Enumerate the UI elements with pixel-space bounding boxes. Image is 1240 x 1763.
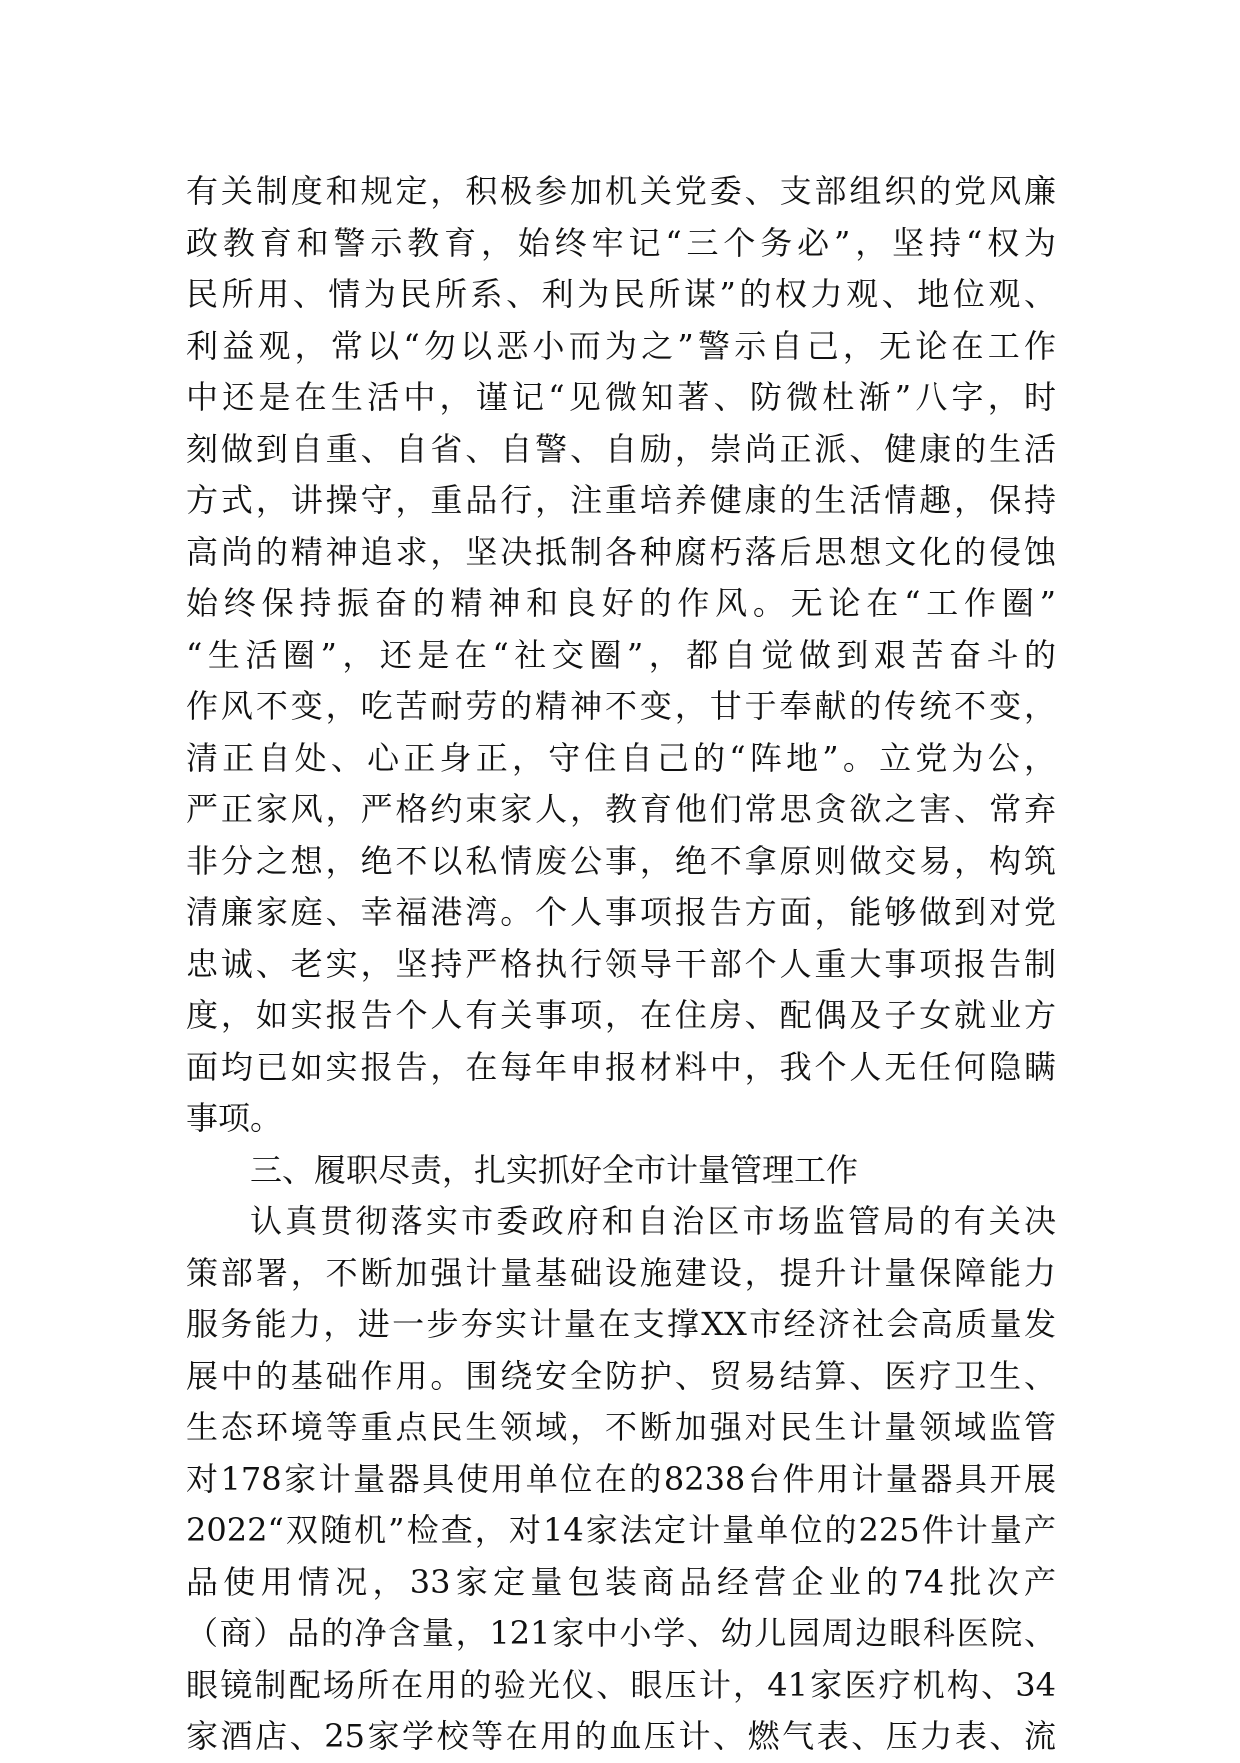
section-heading: 三、履职尽责，扎实抓好全市计量管理工作 (250, 1150, 859, 1189)
text-line: 清正自处、心正身正，守住自己的“阵地”。立党为公， (186, 738, 1056, 777)
text-line: “生活圈”，还是在“社交圈”，都自觉做到艰苦奋斗的 (186, 635, 1056, 674)
text-line: 展中的基础作用。围绕安全防护、贸易结算、医疗卫生、 (186, 1356, 1056, 1395)
text-line: 忠诚、老实，坚持严格执行领导干部个人重大事项报告制 (186, 944, 1056, 983)
text-line: 有关制度和规定，积极参加机关党委、支部组织的党风廉 (186, 172, 1056, 210)
text-line: 服务能力，进一步夯实计量在支撑XX市经济社会高质量发 (186, 1305, 1056, 1343)
text-line: 策部署，不断加强计量基础设施建设，提升计量保障能力 (186, 1253, 1056, 1292)
text-line: （商）品的净含量，121家中小学、幼儿园周边眼科医院、 (186, 1614, 1056, 1652)
text-line: 政教育和警示教育，始终牢记“三个务必”，坚持“权为 (186, 223, 1056, 262)
body-text (186, 166, 1056, 1763)
text-line: 高尚的精神追求，坚决抵制各种腐朽落后思想文化的侵蚀 (186, 532, 1056, 571)
text-line: 作风不变，吃苦耐劳的精神不变，甘于奉献的传统不变， (186, 687, 1056, 725)
text-line: 对178家计量器具使用单位在的8238台件用计量器具开展 (186, 1459, 1056, 1498)
text-line: 严正家风，严格约束家人，教育他们常思贪欲之害、常弃 (186, 790, 1056, 828)
text-line: 生态环境等重点民生领域，不断加强对民生计量领域监管 (186, 1408, 1056, 1446)
text-line: 中还是在生活中，谨记“见微知著、防微杜渐”八字，时 (186, 378, 1056, 416)
text-line: 面均已如实报告，在每年申报材料中，我个人无任何隐瞒 (186, 1047, 1056, 1086)
text-line: 非分之想，绝不以私情废公事，绝不拿原则做交易，构筑 (186, 841, 1056, 880)
text-line: 清廉家庭、幸福港湾。个人事项报告方面，能够做到对党 (186, 893, 1056, 931)
text-line: 度，如实报告个人有关事项，在住房、配偶及子女就业方 (186, 996, 1056, 1034)
text-line: 事项。 (186, 1099, 283, 1137)
text-line: 刻做到自重、自省、自警、自励，崇尚正派、健康的生活 (186, 429, 1056, 468)
text-line: 品使用情况，33家定量包装商品经营企业的74批次产 (186, 1562, 1056, 1601)
text-line: 方式，讲操守，重品行，注重培养健康的生活情趣，保持 (186, 481, 1056, 519)
text-line: 民所用、情为民所系、利为民所谋”的权力观、地位观、 (186, 275, 1056, 313)
text-line: 始终保持振奋的精神和良好的作风。无论在“工作圈” (186, 584, 1056, 622)
text-line: 2022“双随机”检查，对14家法定计量单位的225件计量产 (186, 1511, 1056, 1549)
text-line: 眼镜制配场所在用的验光仪、眼压计，41家医疗机构、34 (186, 1665, 1056, 1704)
text-line: 利益观，常以“勿以恶小而为之”警示自己，无论在工作 (186, 326, 1056, 365)
text-line: 家酒店、25家学校等在用的血压计、燃气表、压力表、流 (186, 1717, 1056, 1755)
text-line: 认真贯彻落实市委政府和自治区市场监管局的有关决 (250, 1202, 1056, 1240)
